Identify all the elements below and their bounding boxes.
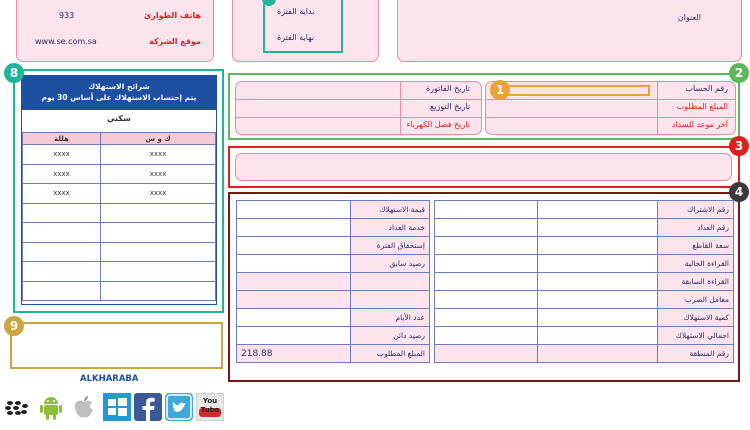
slabs-category: سكني: [107, 114, 131, 123]
slabs-table: [22, 132, 216, 301]
table-row: xxxx xxxx: [23, 184, 216, 204]
current-reading-label: القراءة الحالية: [658, 255, 734, 273]
table-row: [237, 255, 430, 273]
table-row: [435, 345, 734, 363]
table-row: [23, 223, 216, 243]
table-row: [23, 242, 216, 262]
table-row: [237, 273, 430, 291]
details-table-left: [236, 200, 430, 363]
total-due-value: 218.88: [237, 345, 351, 363]
section-9-box: [10, 322, 223, 369]
col-kwh: ك و س: [101, 133, 216, 145]
twitter-icon[interactable]: [165, 393, 193, 421]
notice-box: [235, 153, 732, 181]
table-header-row: [23, 133, 216, 145]
table-row: [23, 262, 216, 282]
marker-3: 3: [729, 136, 749, 156]
youtube-icon-text: You Tube: [200, 397, 220, 414]
table-row: [435, 291, 734, 309]
breaker-capacity-label: سعة القاطع: [658, 237, 734, 255]
slabs-subtitle: يتم إحتساب الاستهلاك على أساس 30 يوم: [41, 93, 197, 102]
apple-icon[interactable]: [70, 393, 98, 421]
table-row: [435, 201, 734, 219]
details-table-right: [434, 200, 734, 363]
account-number-label: رقم الحساب: [685, 84, 728, 93]
table-row: [435, 327, 734, 345]
emergency-phone-value: 933: [59, 11, 75, 20]
address-box: [397, 0, 742, 62]
company-info-box: [16, 0, 214, 62]
table-row: [237, 309, 430, 327]
consumption-value-label: قيمة الاستهلاك: [351, 201, 430, 219]
total-due-label: المبلغ المطلوب: [351, 345, 430, 363]
table-row: [237, 237, 430, 255]
disconnection-date-label: تاريخ فصل الكهرباء: [406, 120, 470, 129]
table-row: [435, 255, 734, 273]
notice-section: [228, 146, 740, 188]
period-start-label: بداية الفترة: [277, 7, 315, 16]
company-website-label: موقع الشركة: [149, 37, 201, 46]
table-row: [237, 291, 430, 309]
credit-balance-label: رصيد دائن: [351, 327, 430, 345]
table-row: [435, 237, 734, 255]
period-box: [232, 0, 379, 62]
account-section: [228, 73, 740, 140]
period-end-label: نهاية الفترة: [277, 33, 315, 42]
account-number-field: [500, 85, 650, 96]
table-row: [237, 219, 430, 237]
consumption-quantity-label: كمية الاستهلاك: [658, 309, 734, 327]
table-row: xxxx xxxx: [23, 145, 216, 165]
due-date-label: آخر موعد للسداد: [671, 120, 728, 129]
table-row: [23, 281, 216, 301]
table-row: [237, 345, 430, 363]
marker-8: 8: [4, 63, 24, 83]
total-consumption-label: اجمالي الاستهلاك: [658, 327, 734, 345]
table-row: [237, 201, 430, 219]
amount-due-label: المبلغ المطلوب: [676, 102, 728, 111]
table-row: [435, 309, 734, 327]
table-row: xxxx xxxx: [23, 164, 216, 184]
slabs-section: [13, 69, 224, 313]
table-row: [435, 219, 734, 237]
meter-number-label: رقم العداد: [658, 219, 734, 237]
meter-service-label: خدمة العداد: [351, 219, 430, 237]
table-row: [435, 273, 734, 291]
distribution-date-label: تاريخ التوزيع: [429, 102, 470, 111]
previous-reading-label: القراءة السابقة: [658, 273, 734, 291]
slabs-title: شرائح الاستهلاك: [88, 82, 150, 91]
slabs-header: [22, 76, 216, 110]
marker-9: 9: [4, 316, 24, 336]
android-icon[interactable]: [37, 393, 65, 421]
table-row: [23, 203, 216, 223]
blackberry-icon[interactable]: [4, 393, 32, 421]
marker-2: 2: [729, 63, 749, 83]
facebook-icon[interactable]: [134, 393, 162, 421]
invoice-date-label: تاريخ الفاتورة: [425, 84, 470, 93]
slabs-panel: [21, 75, 217, 305]
col-halala: هللة: [23, 133, 101, 145]
emergency-phone-label: هاتف الطوارئ: [143, 11, 201, 20]
brand-name: ALKHARABA: [80, 374, 139, 384]
subscription-number-label: رقم الاشتراك: [658, 201, 734, 219]
multiplier-label: معامل الضرب: [658, 291, 734, 309]
marker-1: 1: [490, 80, 510, 100]
days-count-label: عدد الأيام: [351, 309, 430, 327]
marker-4: 4: [729, 182, 749, 202]
region-number-label: رقم المنطقة: [658, 345, 734, 363]
company-website-value: www.se.com.sa: [35, 37, 97, 46]
previous-balance-label: رصيد سابق: [351, 255, 430, 273]
details-section: [228, 192, 740, 382]
table-row: [237, 327, 430, 345]
address-label: العنوان: [677, 13, 701, 22]
windows-icon[interactable]: [103, 393, 131, 421]
period-due-label: إستحقاق الفترة: [351, 237, 430, 255]
